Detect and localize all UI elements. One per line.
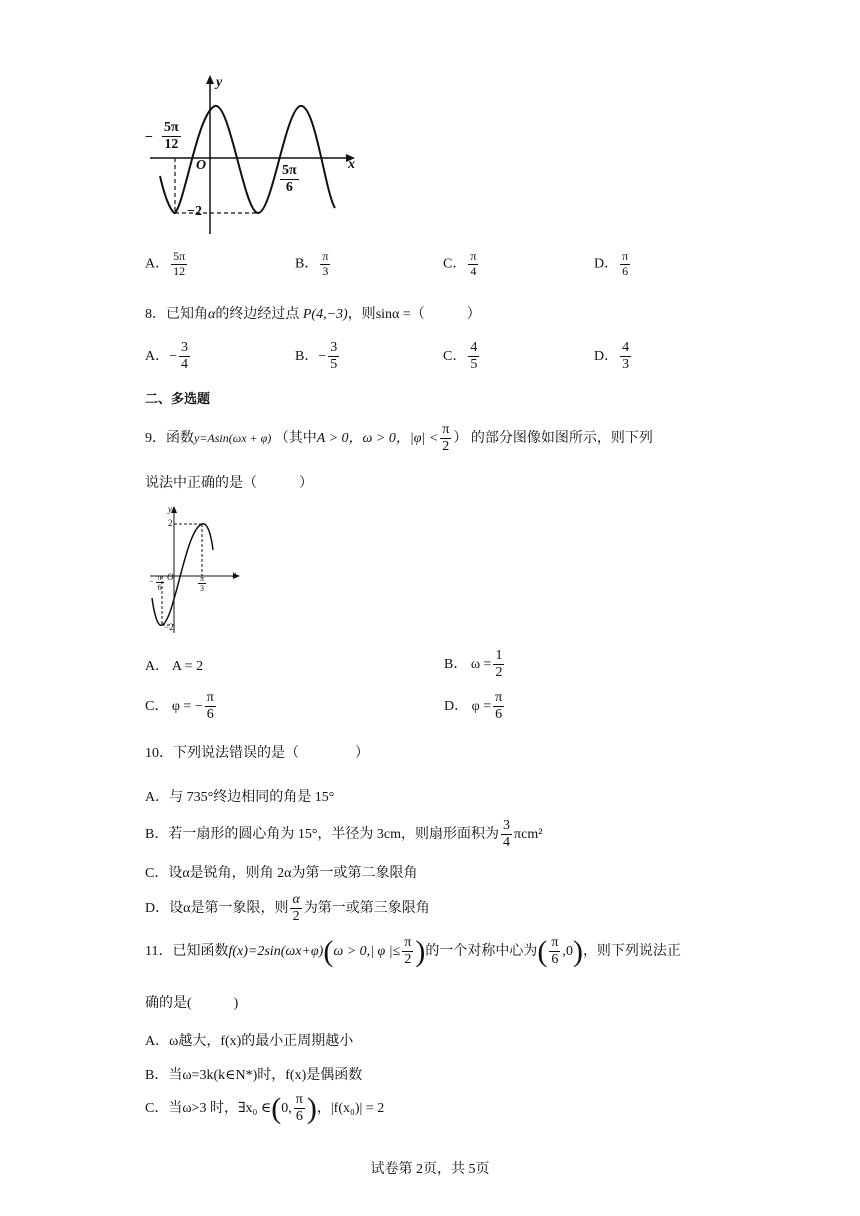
page-footer: 试卷第 2页，共 5页	[370, 1162, 490, 1177]
graph1-right-fraction: $\frac{5\pi}{6}$	[282, 163, 297, 196]
q11-option-c[interactable]: C．当ω>3 时，∃x₀ ∈(0, $\frac{\pi}{6}$ )，|f(x₀)| = 2	[145, 1091, 385, 1125]
q11-option-a[interactable]: A．ω越大，f(x)的最小正周期越小	[145, 1034, 354, 1049]
q10-stem: 10．下列说法错误的是（ ）	[145, 746, 369, 761]
q8-option-d[interactable]: D． $\frac{4}{3}$	[594, 340, 630, 373]
sine-graph-q9	[145, 505, 245, 635]
q8-option-c[interactable]: C． $\frac{4}{5}$	[443, 340, 478, 373]
graph1-origin-label: O	[196, 158, 207, 173]
graph2-bottom-label: −2	[164, 622, 174, 632]
q10-option-b[interactable]: B．若一扇形的圆心角为 15°，半径为 3cm，则扇形面积为 $\frac{3}{4}$ πcm²	[145, 818, 543, 851]
graph2-left-label: − $\frac{\pi}{6}$	[149, 573, 162, 593]
graph2-x-label: x	[232, 569, 236, 579]
q9-stem-line2: 说法中正确的是（ ）	[145, 476, 313, 491]
q7-option-c[interactable]: C． $\frac{\pi}{4}$	[443, 249, 477, 278]
q10-option-d[interactable]: D．设α是第一象限，则 $\frac{\alpha}{2}$ 为第一或第三象限角	[145, 892, 430, 925]
q9-option-c[interactable]: C． φ = − $\frac{\pi}{6}$	[145, 690, 214, 723]
q7-option-b[interactable]: B． $\frac{\pi}{3}$	[295, 249, 329, 278]
q11-stem: 11．已知函数f(x)=2sin(ωx+φ)(ω > 0,| φ |≤ $\frac{\pi}{2}$ )的一个对称中心为( $\frac{\pi}{6}$ ,0)，则下列说法正	[145, 934, 681, 968]
q10-option-c[interactable]: C．设α是锐角，则角 2α为第一或第二象限角	[145, 866, 418, 881]
q9-option-d[interactable]: D． φ = $\frac{\pi}{6}$	[444, 690, 503, 723]
q7-option-a[interactable]: A． $\frac{5\pi}{12}$	[145, 249, 186, 278]
q11-stem-line2: 确的是( )	[145, 996, 239, 1011]
graph2-y-label: y	[168, 504, 172, 514]
q8-stem: 8．已知角α的终边经过点 P(4,−3)，则sinα =（ ）	[145, 307, 481, 322]
graph2-right-label: $\frac{\pi}{3}$	[200, 574, 205, 594]
graph1-y-label: y	[216, 75, 223, 90]
graph1-left-fraction: $\frac{5\pi}{12}$	[164, 120, 179, 153]
graph1-left-sign: −	[145, 130, 153, 145]
q11-option-b[interactable]: B．当ω=3k(k∈N*)时，f(x)是偶函数	[145, 1068, 363, 1083]
q9-stem: 9．函数y=Asin(ωx + φ) （其中A > 0，ω > 0，|φ| < $\frac{\pi}{2}$ ） 的部分图像如图所示，则下列	[145, 422, 653, 455]
q9-option-a[interactable]: A． A = 2	[145, 659, 204, 674]
graph2-top-label: 2	[168, 518, 173, 528]
graph1-min-label: −2	[187, 204, 202, 219]
graph1-x-label: x	[348, 157, 355, 172]
q10-option-a[interactable]: A．与 735°终边相同的角是 15°	[145, 790, 335, 805]
q9-option-b[interactable]: B． ω = $\frac{1}{2}$	[444, 648, 503, 681]
q8-option-a[interactable]: A．− $\frac{3}{4}$	[145, 340, 189, 373]
q8-option-b[interactable]: B．− $\frac{3}{5}$	[295, 340, 338, 373]
q7-option-d[interactable]: D． $\frac{\pi}{6}$	[594, 249, 629, 278]
sine-graph-q7	[140, 72, 365, 242]
graph2-origin-label: O	[167, 572, 174, 582]
section-heading-multiple-choice: 二、多选题	[145, 392, 211, 407]
